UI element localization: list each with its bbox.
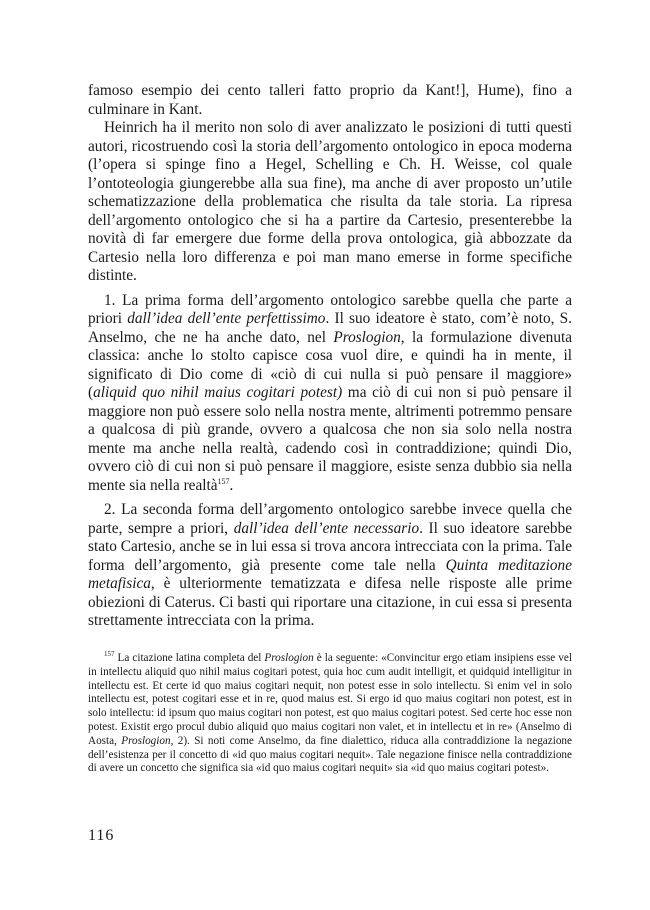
emphasis: dall’idea dell’ente perfettissimo: [127, 310, 326, 327]
emphasis: Proslogion: [121, 734, 171, 747]
emphasis: Quinta meditazione metafisica: [88, 556, 572, 592]
paragraph-heinrich: Heinrich ha il merito non solo di aver analizzato le posizioni di tutti questi autori, ricostruendo così la storia dell’argomento ontologico in epoca moderna (l’opera si spinge fino a Hegel, Schelling e Ch. H. Weisse, col quale l’ontoteologia giungerebbe alla sua fine), ma anche di aver proposto un’utile schematizzazione della problematica che risulta da tale storia. La ripresa dell’argomento ontologico che si ha a partire da Cartesio, presenterebbe la novità di far emergere due forme della prova ontologica, già abbozzate da Cartesio nella loro differenza e poi man mano emerse in forme specifiche distinte.: [88, 119, 572, 284]
emphasis: Proslogion: [264, 652, 314, 664]
page-number: 116: [88, 827, 115, 844]
paragraph-first-form: 1. La prima forma dell’argomento ontologico sarebbe quella che parte a priori dall’idea dell’ente perfettissimo. Il suo ideatore è stato, com’è noto, S. Anselmo, che ne ha anche dato, nel Proslogion, la formulazione divenuta classica: anche lo stolto capisce cosa vuol dire, e quindi ha in mente, il significato di Dio come di «ciò di cui nulla si può pensare il maggiore» (aliquid quo nihil maius cogitari potest) ma ciò di cui non si può pensare il maggiore non può essere solo nella nostra mente, altrimenti potremmo pensare a qualcosa di più grande, ovvero a qualcosa che non sia solo nella nostra mente ma anche nella realtà, cadendo così in contraddizione; quindi Dio, ovvero ciò di cui non si può pensare il maggiore, esiste senza dubbio sia nella mente sia nella realtà$^{157}$.: [88, 291, 573, 494]
main-text: [88, 82, 572, 631]
paragraph-continuation: famoso esempio dei cento talleri fatto proprio da Kant!], Hume), fino a culminare in Kant.: [88, 82, 572, 118]
paragraph-second-form: 2. La seconda forma dell’argomento ontologico sarebbe invece quella che parte, sempre a priori, dall’idea dell’ente necessario. Il suo ideatore sarebbe stato Cartesio, anche se in lui essa si trova ancora intrecciata con la prima. Tale forma dell’argomento, già presente come tale nella Quinta meditazione metafisica, è ulteriormente tematizzata e difesa nelle risposte alle prime obiezioni di Caterus. Ci basti qui riportare una citazione, in cui essa si presenta strettamente intrecciata con la prima.: [88, 501, 573, 629]
emphasis: Proslogion: [333, 328, 401, 346]
footnote-reference: 157: [217, 476, 230, 486]
footnote-157: $^{157}$ La citazione latina completa del Proslogion è la seguente: «Convincitur ergo etiam insipiens esse vel in intellectu aliquid quo nihil maius cogitari potest, quia hoc cum audit intelligit, et quidquid intelligitur in intellectu est. Et certe id quo maius cogitari nequit, non potest esse in solo intellectu. Si enim vel in solo intellectu est, potest cogitari esse et in re, quod maius est. Si ergo id quo maius cogitari non potest, est in solo intellectu: id ipsum quo maius cogitari non potest, est quo maius cogitari potest. Sed certe hoc esse non potest. Existit ergo procul dubio aliquid quo maius cogitari non valet, et in intellectu et in re» (Anselmo di Aosta, Proslogion, 2). Si noti come Anselmo, da fine dialettico, riduca alla contraddizione la negazione dell’esistenza per il concetto di «id quo maius cogitari nequit». Tale negazione finisce nella contraddizione di avere un concetto che significa sia «id quo maius cogitari nequit» sia «id quo maius cogitari potest».: [88, 650, 572, 775]
footnote-number: 157: [104, 650, 115, 658]
emphasis: dall’idea dell’ente necessario: [233, 519, 420, 537]
emphasis: aliquid quo nihil maius cogitari potest): [93, 384, 343, 401]
